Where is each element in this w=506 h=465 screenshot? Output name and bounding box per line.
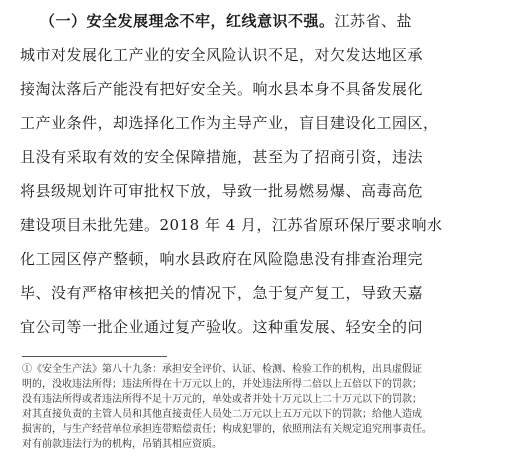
footnote-line: 对有前款违法行为的机构，吊销其相应资质。: [22, 439, 222, 450]
footnote-line: 没有违法所得或者违法所得不足十万元的，单处或者并处十万元以上二十万元以下的罚款；: [22, 394, 422, 405]
footnote: [22, 362, 492, 452]
paragraph-line: 城市对发展化工产业的安全风险认识不足，对欠发达地区承: [20, 46, 424, 64]
footnote-divider: [22, 356, 167, 357]
paragraph-line: 化工园区停产整顿，响水县政府在风险隐患没有排查治理完: [20, 250, 424, 268]
paragraph-text: 江苏省、盐: [334, 12, 413, 30]
paragraph-line: 接淘汰落后产能没有把好安全关。响水县本身不具备发展化: [20, 80, 424, 98]
section-heading: （一）安全发展理念不牢，红线意识不强。: [40, 12, 335, 30]
footnote-line: 损害的，与生产经营单位承担连带赔偿责任；构成犯罪的，依照刑法有关规定追究刑事责任。: [22, 424, 432, 435]
paragraph-line: 宜公司等一批企业通过复产验收。这种重发展、轻安全的问: [20, 318, 424, 336]
footnote-line: 明的，没收违法所得；违法所得在十万元以上的，并处违法所得二倍以上五倍以下的罚款；: [22, 379, 422, 390]
paragraph-line: 建设项目未批先建。2018 年 4 月，江苏省原环保厅要求响水: [20, 216, 443, 234]
main-paragraph: [20, 4, 495, 344]
footnote-line: 对其直接负责的主管人员和其他直接责任人员处二万元以上五万元以下的罚款；给他人造成: [22, 409, 422, 420]
paragraph-line: 将县级规划许可审批权下放，导致一批易燃易爆、高毒高危: [20, 182, 424, 200]
paragraph-line: [20, 4, 495, 38]
paragraph-line: 且没有采取有效的安全保障措施，甚至为了招商引资，违法: [20, 148, 424, 166]
paragraph-line: 工产业条件，却选择化工作为主导产业，盲目建设化工园区，: [20, 114, 439, 132]
footnote-line: ①《安全生产法》第八十九条：承担安全评价、认证、检测、检验工作的机构，出具虚假证: [22, 364, 422, 375]
paragraph-line: 毕、没有严格审核把关的情况下，急于复产复工，导致天嘉: [20, 284, 424, 302]
